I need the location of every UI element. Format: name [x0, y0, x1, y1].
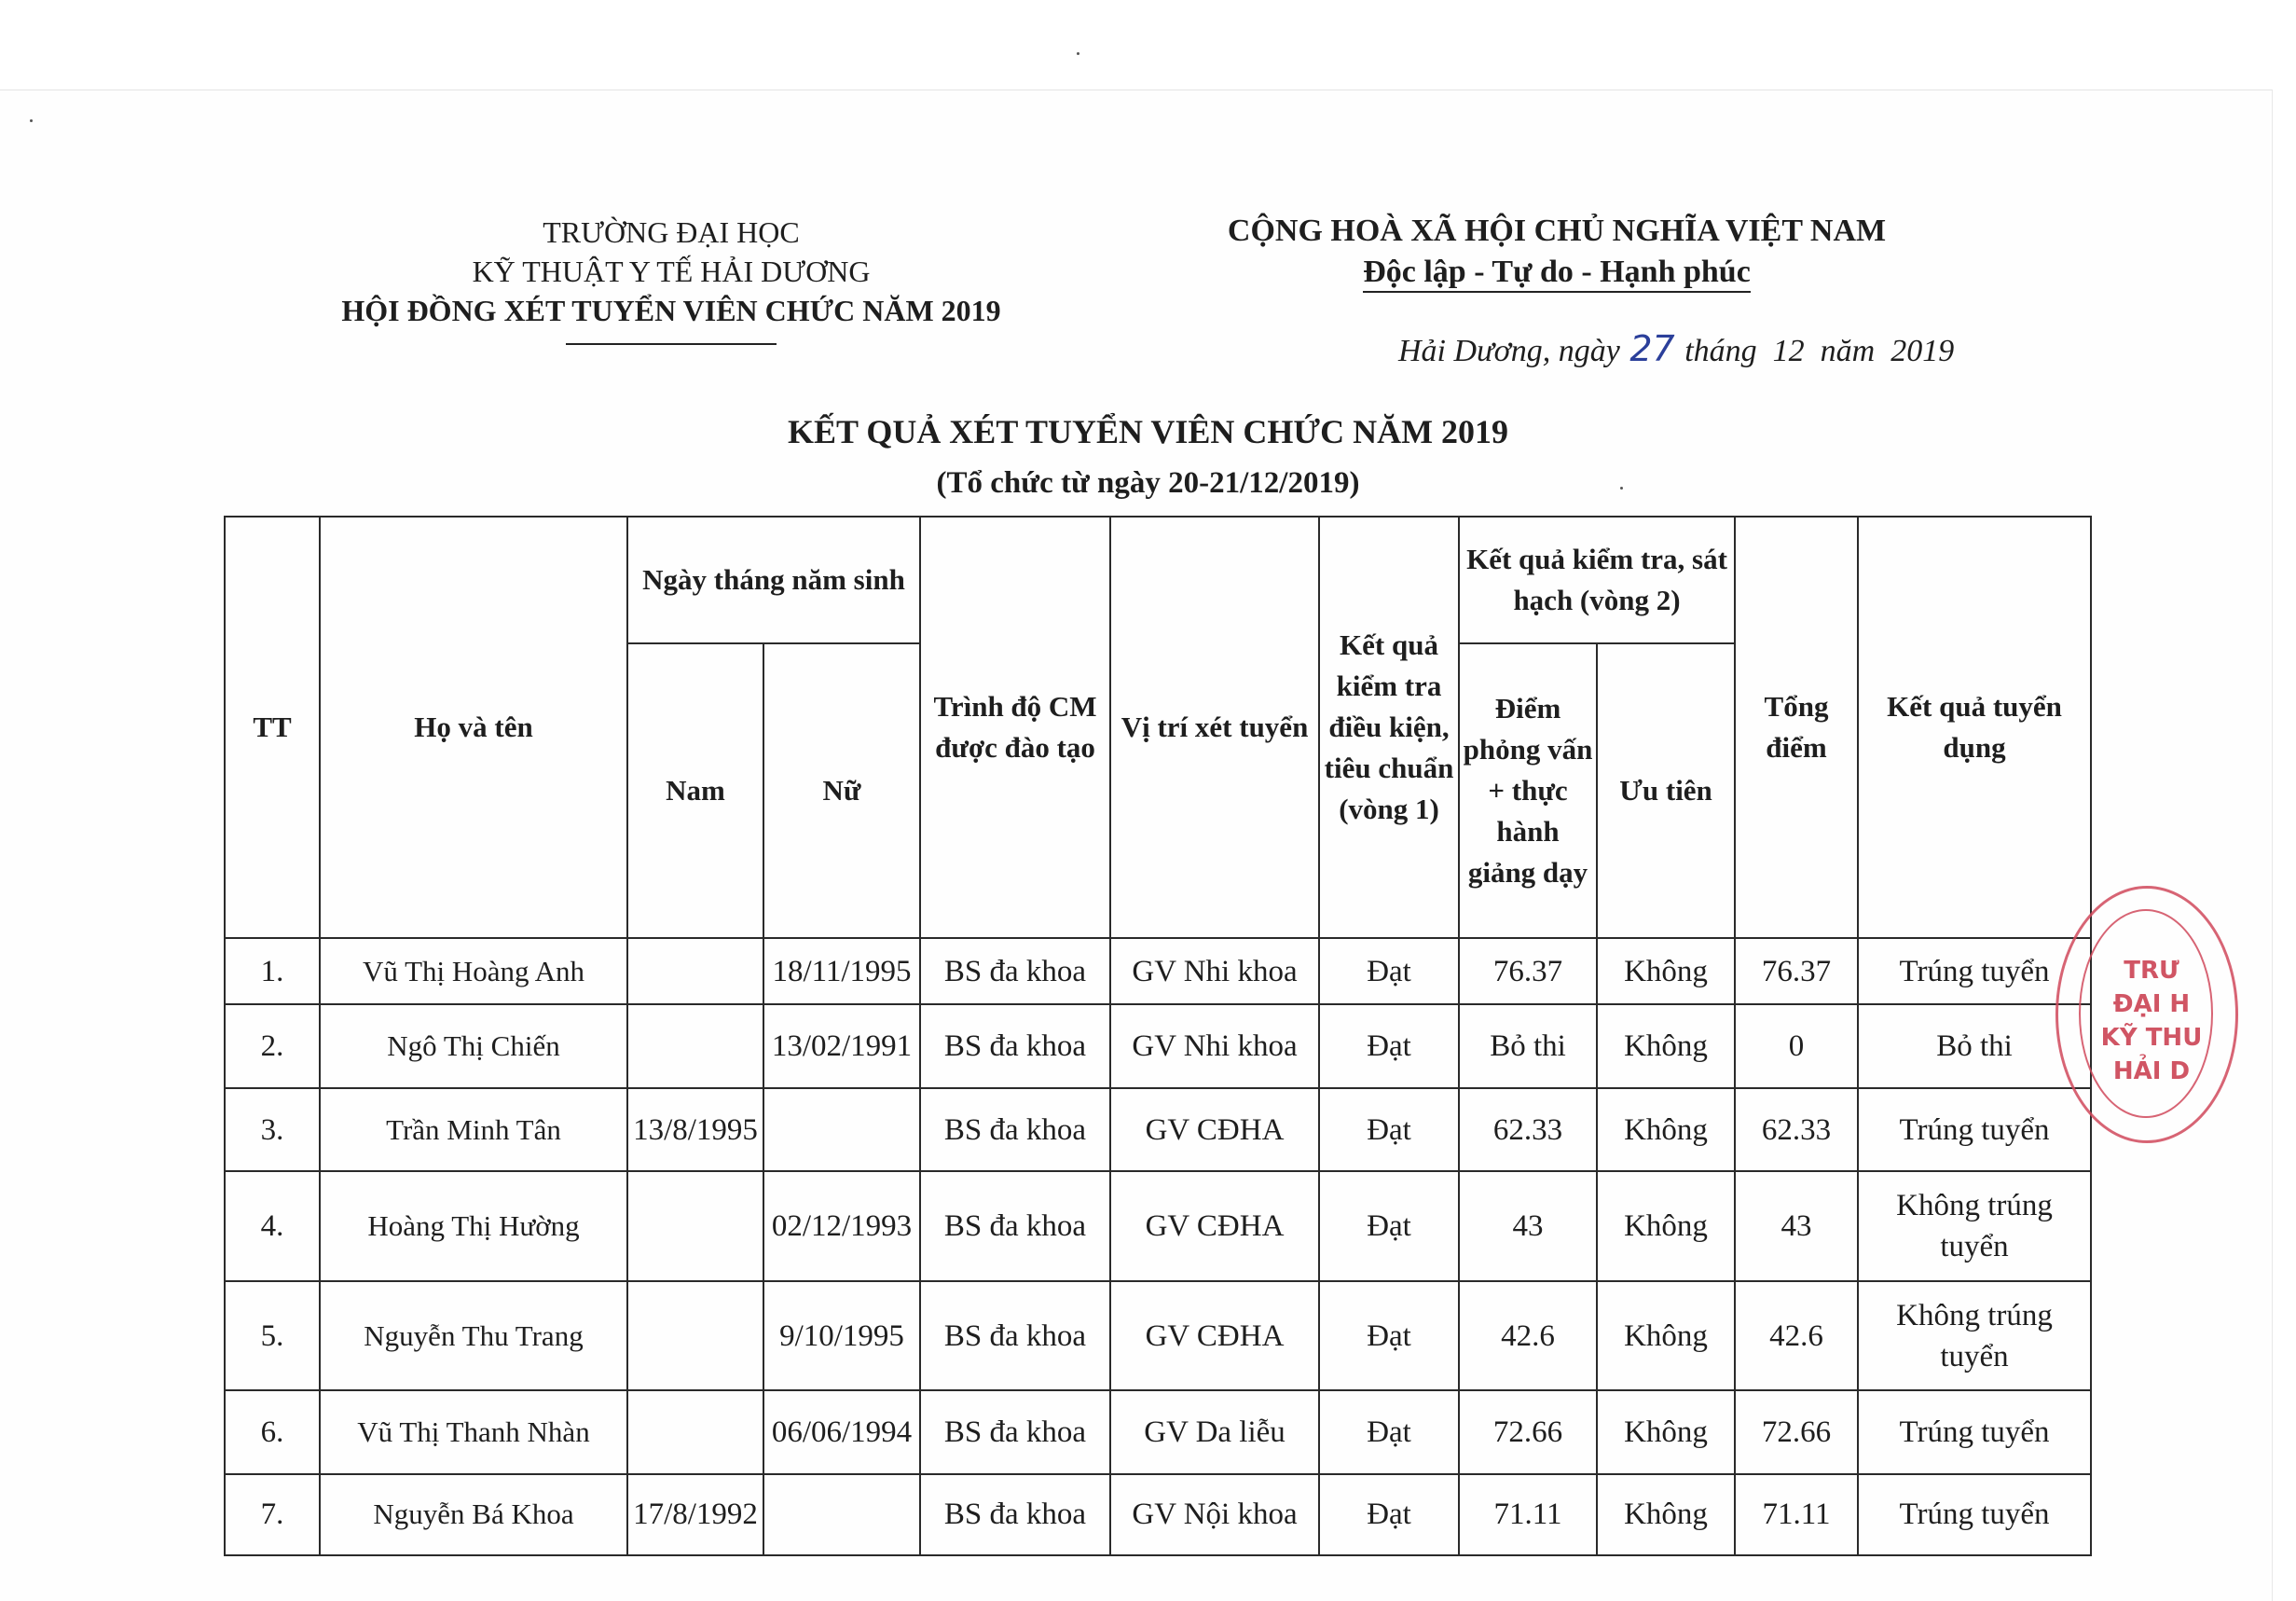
cell-qualification: BS đa khoa — [920, 1281, 1110, 1390]
scan-speck — [30, 119, 33, 122]
cell-qualification: BS đa khoa — [920, 1171, 1110, 1281]
cell-female: 02/12/1993 — [763, 1171, 920, 1281]
cell-priority: Không — [1597, 1281, 1735, 1390]
table-row — [225, 1390, 2091, 1473]
cell-name: Nguyễn Thu Trang — [320, 1281, 627, 1390]
cell-position: GV Nội khoa — [1110, 1474, 1319, 1555]
cell-tt: 2. — [225, 1004, 320, 1088]
cell-interview: 71.11 — [1459, 1474, 1597, 1555]
cell-interview: 43 — [1459, 1171, 1597, 1281]
document-date: Hải Dương, ngày 27 tháng 12 năm 2019 — [1398, 328, 1955, 369]
cell-female: 06/06/1994 — [763, 1390, 920, 1473]
cell-female: 13/02/1991 — [763, 1004, 920, 1088]
cell-name: Vũ Thị Hoàng Anh — [320, 938, 627, 1004]
cell-qualification: BS đa khoa — [920, 1004, 1110, 1088]
header-qualification: Trình độ CM được đào tạo — [920, 517, 1110, 938]
cell-name: Trần Minh Tân — [320, 1088, 627, 1170]
cell-round1: Đạt — [1319, 1390, 1459, 1473]
cell-priority: Không — [1597, 938, 1735, 1004]
cell-male — [627, 1390, 763, 1473]
issuer-university: TRƯỜNG ĐẠI HỌC — [543, 215, 800, 249]
cell-female: 18/11/1995 — [763, 938, 920, 1004]
cell-interview: 72.66 — [1459, 1390, 1597, 1473]
issuer-council: HỘI ĐỒNG XÉT TUYỂN VIÊN CHỨC NĂM 2019 — [341, 294, 1001, 327]
cell-name: Hoàng Thị Hường — [320, 1171, 627, 1281]
cell-round1: Đạt — [1319, 1088, 1459, 1170]
cell-priority: Không — [1597, 1474, 1735, 1555]
header-divider — [566, 343, 777, 345]
cell-round1: Đạt — [1319, 1171, 1459, 1281]
header-total: Tổng điểm — [1735, 517, 1858, 938]
official-seal — [2055, 886, 2238, 1143]
cell-female — [763, 1088, 920, 1170]
cell-tt: 6. — [225, 1390, 320, 1473]
table-row — [225, 938, 2091, 1004]
cell-male — [627, 1171, 763, 1281]
cell-qualification: BS đa khoa — [920, 1088, 1110, 1170]
cell-female — [763, 1474, 920, 1555]
cell-name: Ngô Thị Chiến — [320, 1004, 627, 1088]
cell-total: 71.11 — [1735, 1474, 1858, 1555]
seal-text: TRƯ ĐẠI H KỸ THU HẢI D — [2100, 957, 2203, 1085]
cell-male: 17/8/1992 — [627, 1474, 763, 1555]
header-priority: Ưu tiên — [1597, 643, 1735, 938]
cell-tt: 3. — [225, 1088, 320, 1170]
cell-position: GV CĐHA — [1110, 1088, 1319, 1170]
cell-tt: 5. — [225, 1281, 320, 1390]
results-table — [224, 516, 2092, 1556]
cell-tt: 7. — [225, 1474, 320, 1555]
header-interview: Điểm phỏng vấn + thực hành giảng dạy — [1459, 643, 1597, 938]
cell-round1: Đạt — [1319, 938, 1459, 1004]
cell-male — [627, 938, 763, 1004]
table-row — [225, 1474, 2091, 1555]
header-round1: Kết quả kiểm tra điều kiện, tiêu chuẩn (vòng 1) — [1319, 517, 1459, 938]
header-female: Nữ — [763, 643, 920, 938]
cell-interview: 76.37 — [1459, 938, 1597, 1004]
table-row — [225, 1004, 2091, 1088]
cell-name: Nguyễn Bá Khoa — [320, 1474, 627, 1555]
cell-male: 13/8/1995 — [627, 1088, 763, 1170]
cell-result: Không trúng tuyển — [1858, 1171, 2091, 1281]
cell-round1: Đạt — [1319, 1474, 1459, 1555]
issuer-header — [317, 213, 1025, 345]
national-header — [1165, 211, 1948, 293]
cell-position: GV Da liễu — [1110, 1390, 1319, 1473]
cell-result: Trúng tuyển — [1858, 938, 2091, 1004]
cell-result: Trúng tuyển — [1858, 1474, 2091, 1555]
cell-interview: Bỏ thi — [1459, 1004, 1597, 1088]
national-title: CỘNG HOÀ XÃ HỘI CHỦ NGHĨA VIỆT NAM — [1227, 214, 1887, 248]
cell-name: Vũ Thị Thanh Nhàn — [320, 1390, 627, 1473]
cell-total: 42.6 — [1735, 1281, 1858, 1390]
cell-position: GV CĐHA — [1110, 1281, 1319, 1390]
cell-priority: Không — [1597, 1088, 1735, 1170]
cell-total: 72.66 — [1735, 1390, 1858, 1473]
cell-priority: Không — [1597, 1171, 1735, 1281]
cell-round1: Đạt — [1319, 1004, 1459, 1088]
cell-position: GV Nhi khoa — [1110, 1004, 1319, 1088]
cell-position: GV Nhi khoa — [1110, 938, 1319, 1004]
header-male: Nam — [627, 643, 763, 938]
handwritten-day: 27 — [1629, 328, 1675, 369]
table-row — [225, 1088, 2091, 1170]
cell-interview: 42.6 — [1459, 1281, 1597, 1390]
cell-total: 43 — [1735, 1171, 1858, 1281]
cell-round1: Đạt — [1319, 1281, 1459, 1390]
header-dob: Ngày tháng năm sinh — [627, 517, 920, 643]
header-position: Vị trí xét tuyển — [1110, 517, 1319, 938]
cell-female: 9/10/1995 — [763, 1281, 920, 1390]
issuer-university-name: KỸ THUẬT Y TẾ HẢI DƯƠNG — [472, 255, 871, 288]
cell-interview: 62.33 — [1459, 1088, 1597, 1170]
table-row — [225, 1171, 2091, 1281]
header-round2: Kết quả kiểm tra, sát hạch (vòng 2) — [1459, 517, 1735, 643]
header-result: Kết quả tuyển dụng — [1858, 517, 2091, 938]
cell-priority: Không — [1597, 1390, 1735, 1473]
national-motto: Độc lập - Tự do - Hạnh phúc — [1165, 252, 1948, 293]
cell-result: Trúng tuyển — [1858, 1390, 2091, 1473]
cell-total: 0 — [1735, 1004, 1858, 1088]
scan-speck — [1077, 52, 1079, 55]
cell-male — [627, 1281, 763, 1390]
header-tt: TT — [225, 517, 320, 938]
cell-qualification: BS đa khoa — [920, 938, 1110, 1004]
cell-result: Không trúng tuyển — [1858, 1281, 2091, 1390]
cell-priority: Không — [1597, 1004, 1735, 1088]
document-title: KẾT QUẢ XÉT TUYỂN VIÊN CHỨC NĂM 2019 — [787, 413, 1509, 450]
cell-total: 76.37 — [1735, 938, 1858, 1004]
cell-qualification: BS đa khoa — [920, 1474, 1110, 1555]
cell-total: 62.33 — [1735, 1088, 1858, 1170]
cell-male — [627, 1004, 763, 1088]
table-row — [225, 1281, 2091, 1390]
header-name: Họ và tên — [320, 517, 627, 938]
cell-result: Bỏ thi — [1858, 1004, 2091, 1088]
cell-tt: 4. — [225, 1171, 320, 1281]
cell-tt: 1. — [225, 938, 320, 1004]
cell-result: Trúng tuyển — [1858, 1088, 2091, 1170]
cell-position: GV CĐHA — [1110, 1171, 1319, 1281]
cell-qualification: BS đa khoa — [920, 1390, 1110, 1473]
document-subtitle: (Tổ chức từ ngày 20-21/12/2019) — [936, 466, 1360, 500]
